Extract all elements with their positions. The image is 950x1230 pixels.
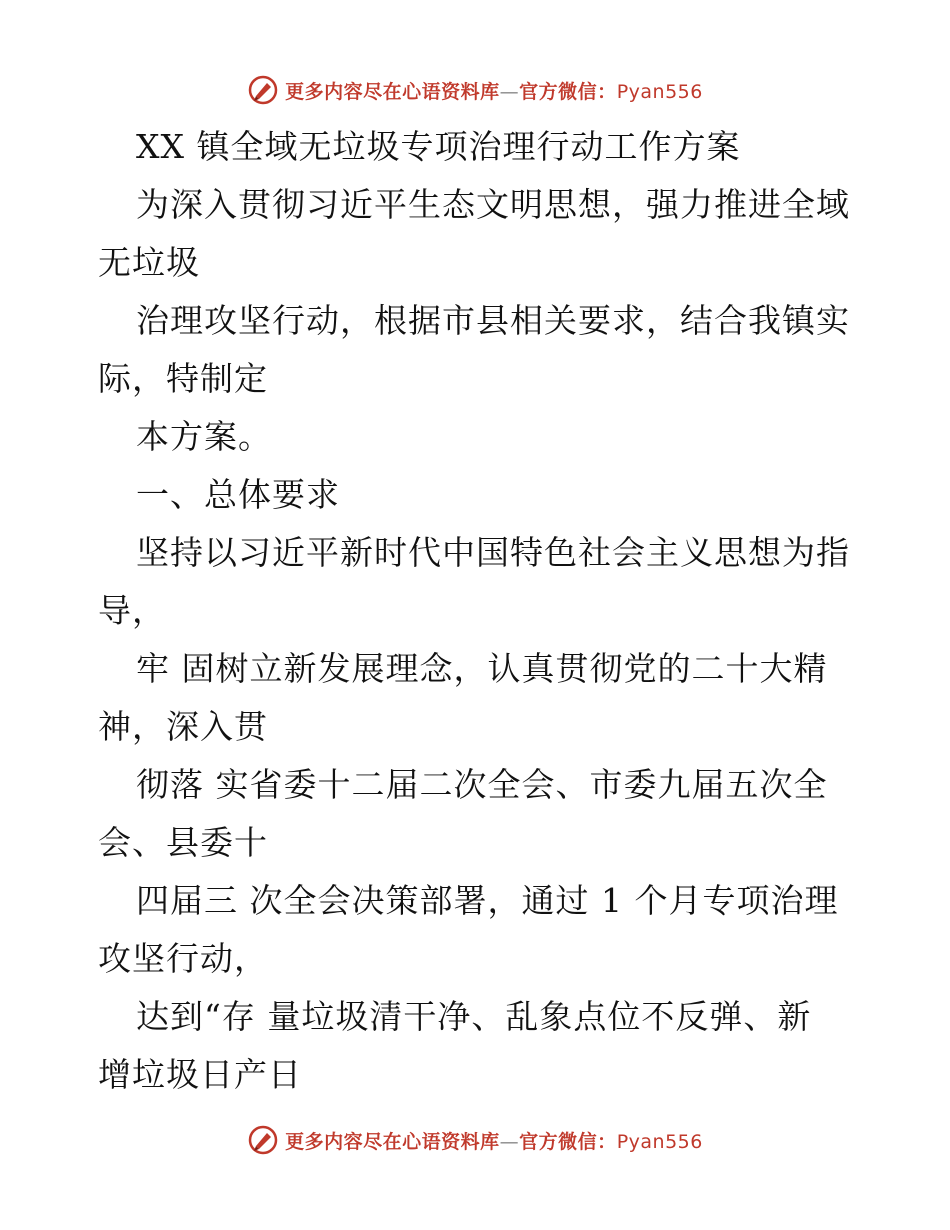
paragraph-line: 彻落 实省委十二届二次全会、市委九届五次全 xyxy=(136,765,828,804)
paragraph-line: 达到“存 量垃圾清干净、乱象点位不反弹、新 xyxy=(136,997,812,1036)
watermark-text: 更多内容尽在心语资料库—官方微信：Pyan556 xyxy=(285,1130,703,1153)
document-title: XX 镇全域无垃圾专项治理行动工作方案 xyxy=(136,127,741,166)
paragraph-line: 神，深入贯 xyxy=(98,707,268,746)
watermark-footer xyxy=(0,1120,950,1160)
paragraph-line: 无垃圾 xyxy=(98,243,200,282)
paragraph-line: 四届三 次全会决策部署，通过 1 个月专项治理 xyxy=(136,881,839,920)
watermark-header xyxy=(0,70,950,110)
paragraph-line: 为深入贯彻习近平生态文明思想，强力推进全域 xyxy=(136,185,850,224)
paragraph-line: 会、县委十 xyxy=(98,823,268,862)
section-heading: 一、总体要求 xyxy=(136,475,340,514)
paragraph-line: 牢 固树立新发展理念，认真贯彻党的二十大精 xyxy=(136,649,828,688)
pen-nib-icon xyxy=(247,74,279,106)
pen-nib-icon xyxy=(247,1124,279,1156)
paragraph-line: 际，特制定 xyxy=(98,359,268,398)
document-body xyxy=(98,118,858,1104)
paragraph-line: 攻坚行动， xyxy=(98,939,268,978)
watermark-text: 更多内容尽在心语资料库—官方微信：Pyan556 xyxy=(285,80,703,103)
paragraph-line: 坚持以习近平新时代中国特色社会主义思想为指 xyxy=(136,533,850,572)
paragraph-line: 导， xyxy=(98,591,166,630)
paragraph-line: 治理攻坚行动，根据市县相关要求，结合我镇实 xyxy=(136,301,850,340)
paragraph-line: 增垃圾日产日 xyxy=(98,1055,302,1094)
paragraph-line: 本方案。 xyxy=(136,417,272,456)
